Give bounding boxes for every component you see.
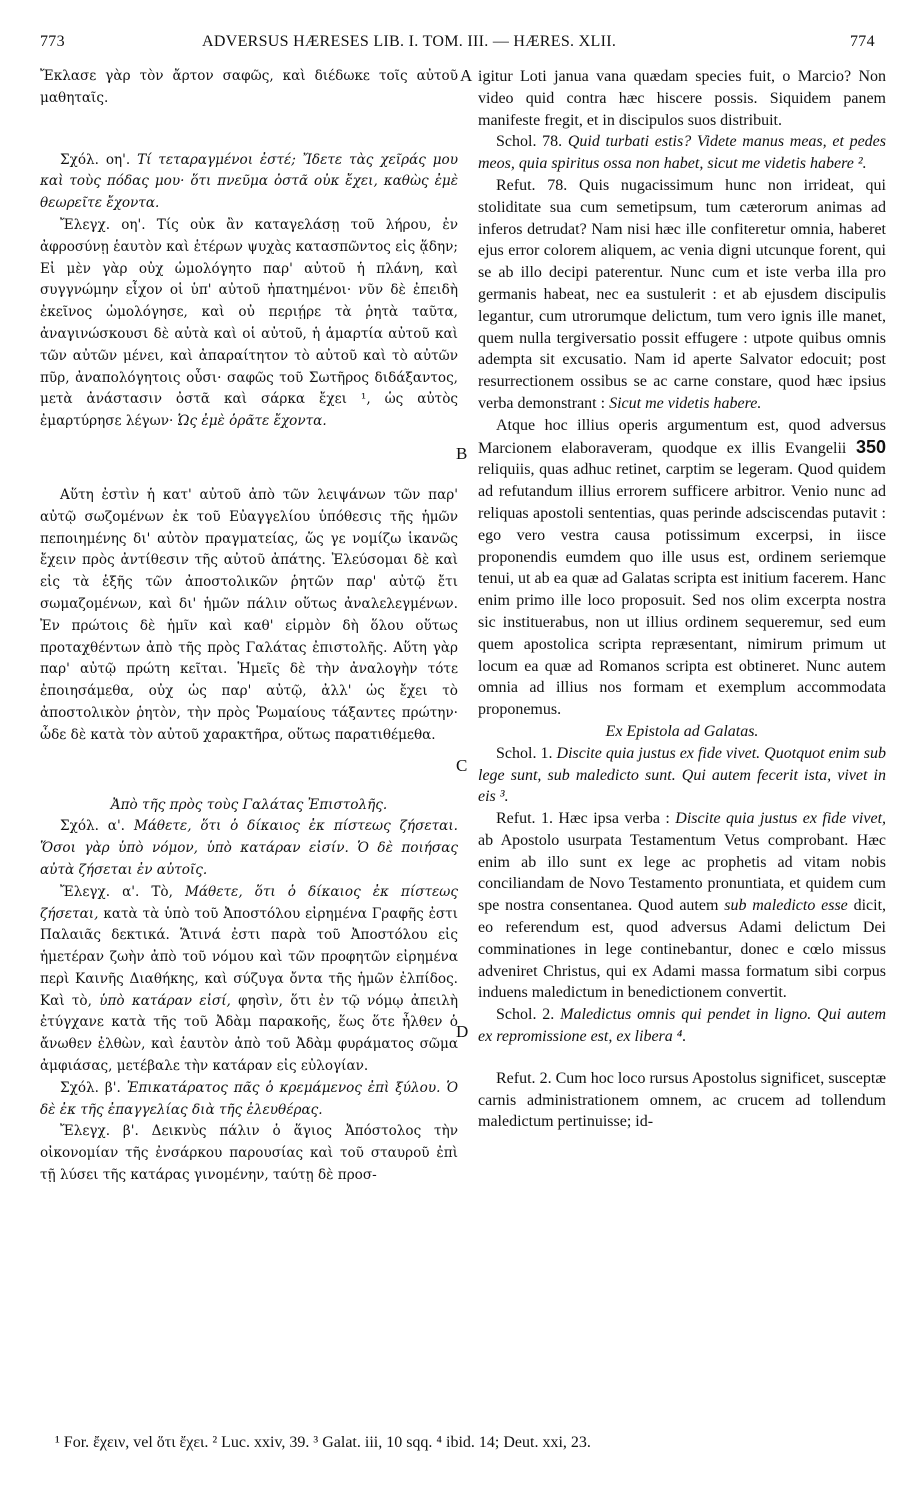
latin-refutation-1: Refut. 1. Hæc ipsa verba : Discite quia justus ex fide vivet, ab Apostolo usurpata Testamentum Vetus comprobant. Hæc enim ab illo sunt ex lege ac prophetis ad vitam nobis conciliandam de Novo Testamento pronuntiata, et quidem cum spe nostra consentanea. Quod autem sub maledicto esse dicit, eo referendum est, quod adversus Adami delictum Dei comminationes in lege continebantur, donec e cœlo missus adveniret Christus, qui ex Adami massa formatum sibi corpus induens maledictum in benedictionem convertit. — [478, 810, 887, 1002]
greek-refutation-2: Ἔλεγχ. β'. Δεικνὺς πάλιν ὁ ἅγιος Ἀπόστολος τὴν οἰκονομίαν τῆς ἐνσάρκου παρουσίας καὶ τοῦ σταυροῦ ἐπὶ τῇ λύσει τῆς κατάρας γινομένην, ταύτῃ δὲ προσ- — [40, 1123, 458, 1184]
greek-column — [40, 66, 458, 1187]
greek-refutation-78: Ἔλεγχ. οη'. Τίς οὐκ ἂν καταγελάσῃ τοῦ λήρου, ἐν ἀφροσύνῃ ἑαυτὸν καὶ ἑτέρων ψυχὰς κατασπῶντος εἰς ᾅδην; Εἰ μὲν γὰρ οὐχ ὡμολόγητο παρ' αὐτοῦ ἡ πλάνη, καὶ συγγνώμην εἶχον οἱ ὑπ' αὐτοῦ ἠπατημένοι· νῦν δὲ ἐπειδὴ ἐκεῖνος ὡμολόγησε, καὶ οὐ περιῄρε τὰ ῥητὰ ταῦτα, ἀναγινώσκουσι δὲ αὐτὰ καὶ οἱ αὐτοῦ, ἡ ἁμαρτία αὐτοῦ καὶ τῶν αὐτῶν μένει, καὶ ἀπαραίτητον τὸ αὐτοῦ καὶ τὸ αὐτῶν πῦρ, ἀναπολόγητοις οὖσι· σαφῶς τοῦ Σωτῆρος διδάξαντος, μετὰ ἀνάστασιν ὀστᾶ καὶ σάρκα ἔχει ¹, ὡς αὐτὸς ἐμαρτύρησε λέγων· Ὡς ἐμὲ ὁρᾶτε ἔχοντα. — [40, 216, 458, 430]
latin-scholion-2: Schol. 2. Maledictus omnis qui pendet in ligno. Qui autem ex repromissione est, ex libera ⁴. — [478, 1006, 887, 1046]
margin-letter-d: D — [456, 1022, 469, 1041]
margin-letter-b: B — [456, 444, 468, 463]
greek-scholion-2: Σχόλ. β'. Ἐπικατάρατος πᾶς ὁ κρεμάμενος ἐπὶ ξύλου. Ὁ δὲ ἐκ τῆς ἐπαγγελίας διὰ τῆς ἐλευθέρας. — [40, 1079, 458, 1118]
running-title: ADVERSUS HÆRESES LIB. I. TOM. III. — HÆRES. XLII. — [202, 33, 617, 50]
page-number-left: 773 — [40, 33, 65, 50]
latin-transition-paragraph: Atque hoc illius operis argumentum est, quod adversus Marcionem elaboraveram, quodque ex illis Evangelii 350 reliquiis, quas adhuc retinet, carptim se legeram. Quod quidem ad refutandum illius errorem sufficere arbitror. Venio nunc ad reliquas apostoli sententias, quas perinde adsciscendas putavit : ego vero vestra causa potissimum excerpsi, in iisce proponendis eumdem quo ille usus est, ordinem seriemque tenui, ut ab ea quæ ad Galatas scripta est initium facerem. Hanc enim primo ille loco proposuit. Sed nos olim excerpta nostra sic instituerabus, non ut illius ordinem sequeremur, sed eum quem apostolica scripta repræsentant, nimirum primum ut locum ea quæ ad Romanos scripta est obtineret. Nunc autem omnia ad illius nos formam et exemplum accommodata proponemus. — [478, 416, 887, 719]
greek-transition-paragraph: Αὕτη ἐστὶν ἡ κατ' αὐτοῦ ἀπὸ τῶν λειψάνων τῶν παρ' αὐτῷ σωζομένων ἐκ τοῦ Εὐαγγελίου ὑπόθεσις τῆς ἡμῶν πεποιημένης δι' αὐτὸν πραγματείας, ὥς γε νομίζω ἱκανῶς ἔχειν πρὸς ἀντίθεσιν τῆς αὐτοῦ ἀπάτης. Ἐλεύσομαι δὲ καὶ εἰς τὰ ἑξῆς τῶν ἀποστολικῶν ῥητῶν παρ' αὐτῷ ἔτι σωμαζομένων, καὶ δι' ἡμῶν πάλιν οὕτως ἀναλελεγμένων. Ἐν πρώτοις δὲ ἡμῖν καὶ καθ' εἱρμὸν δὴ ὅλου οὕτως προταχθέντων ἀπὸ τῆς πρὸς Γαλάτας ἐπιστολῆς. Αὕτη γὰρ παρ' αὐτῷ πρώτη κεῖται. Ἡμεῖς δὲ τὴν ἀναλογὴν τότε ἐποιησάμεθα, οὐχ ὡς παρ' αὐτῷ, ἀλλ' ὡς ἔχει τὸ ἀποστολικὸν ῥητὸν, τὴν πρὸς Ῥωμαίους τάξαντες πρώτην· ὧδε δὲ κατὰ τὸν αὐτοῦ χαρακτῆρα, οὕτως παρατιθέμεθα. — [40, 486, 458, 743]
greek-scholion-78: Σχόλ. οη'. Τί τεταραγμένοι ἐστέ; Ἴδετε τὰς χεῖράς μου καὶ τοὺς πόδας μου· ὅτι πνεῦμα ὀστᾶ οὐκ ἔχει, καθὼς ἐμὲ θεωρεῖτε ἔχοντα. — [40, 151, 458, 212]
latin-paragraph: igitur Loti janua vana quædam species fuit, o Marcio? Non video quid contra hæc hiscere possis. Siquidem panem manifeste fregit, et in discipulos suos distribuit. — [478, 68, 886, 129]
greek-section-heading: Ἀπὸ τῆς πρὸς τοὺς Γαλάτας Ἐπιστολῆς. — [110, 796, 388, 813]
page-number-right: 774 — [850, 33, 875, 50]
greek-refutation-1: Ἔλεγχ. α'. Τὸ, Μάθετε, ὅτι ὁ δίκαιος ἐκ πίστεως ζήσεται, κατὰ τὰ ὑπὸ τοῦ Ἀποστόλου εἰρημένα Γραφῆς ἐστι Παλαιᾶς δεκτικά. Ἅτινά ἐστι παρὰ τοῦ Ἀποστόλου εἰς ἡμετέραν ζωὴν ἀπὸ τοῦ νόμου καὶ τῶν προφητῶν εἰρημένα περὶ Καινῆς Διαθήκης, καὶ σύζυγα ὄντα τῆς ἡμῶν ἐλπίδος. Καὶ τὸ, ὑπὸ κατάραν εἰσί, φησὶν, ὅτι ἐν τῷ νόμῳ ἀπειλὴ ἐτύγχανε κατὰ τῆς τοῦ Ἀδὰμ παρακοῆς, ἕως ὅτε ἦλθεν ὁ ἄνωθεν ἐλθὼν, καὶ ἑαυτὸν ἀπὸ τοῦ Ἀδὰμ φυράματος σῶμα ἀμφιάσας, μετέβαλε τὴν κατάραν εἰς εὐλογίαν. — [40, 883, 459, 1075]
margin-letter-c: C — [456, 756, 468, 775]
latin-section-heading: Ex Epistola ad Galatas. — [605, 722, 759, 740]
latin-column — [478, 66, 886, 1133]
latin-scholion-1: Schol. 1. Discite quia justus ex fide vivet. Quotquot enim sub lege sunt, sub maledicto sunt. Qui autem fecerit ista, vivet in eis ³. — [478, 744, 887, 806]
latin-scholion-78: Schol. 78. Quid turbati estis? Videte manus meas, et pedes meos, quia spiritus ossa non habet, sicut me videtis habere ². — [478, 133, 887, 173]
latin-refutation-2: Refut. 2. Cum hoc loco rursus Apostolus significet, susceptæ carnis administrationem omnem, ac crucem ad tollendum maledictum pertinuisse; id- — [478, 1069, 886, 1131]
margin-letter-a: A — [460, 66, 473, 85]
greek-paragraph: Ἔκλασε γὰρ τὸν ἄρτον σαφῶς, καὶ διέδωκε τοῖς αὐτοῦ μαθηταῖς. — [40, 68, 458, 106]
column-number: 350 — [855, 436, 887, 457]
greek-scholion-1: Σχόλ. α'. Μάθετε, ὅτι ὁ δίκαιος ἐκ πίστεως ζήσεται. Ὅσοι γὰρ ὑπὸ νόμον, ὑπὸ κατάραν εἰσίν. Ὁ δὲ ποιήσας αὐτὰ ζήσεται ἐν αὐτοῖς. — [40, 818, 458, 878]
footnotes: ¹ For. ἔχειν, vel ὅτι ἔχει. ² Luc. xxiv, 39. ³ Galat. iii, 10 sqq. ⁴ ibid. 14; Deut. xxi, 23. — [55, 1434, 591, 1451]
latin-refutation-78: Refut. 78. Quis nugacissimum hunc non irrideat, qui stoliditate sua cum semetipsum, tum cæterorum animas ad inferos detrudat? Nam nisi hæc ille confiteretur omnia, haberet ejus error colorem aliquem, ac venia digni utcunque forent, qui se ab illo decipi paterentur. Nunc cum et iste verba illa pro germanis habeat, nec ea sustulerit : et ab ejusdem discipulis legantur, cum utrorumque delictum, tum vero ignis ille manet, quem nulla tergiversatio possit effugere : utpote quibus omnis adempta sit excusatio. Nam id aperte Salvator edocuit; post resurrectionem ossibus se ac carne constare, quod hæc ipsius verba demonstrant : Sicut me videtis habere. — [478, 176, 886, 412]
